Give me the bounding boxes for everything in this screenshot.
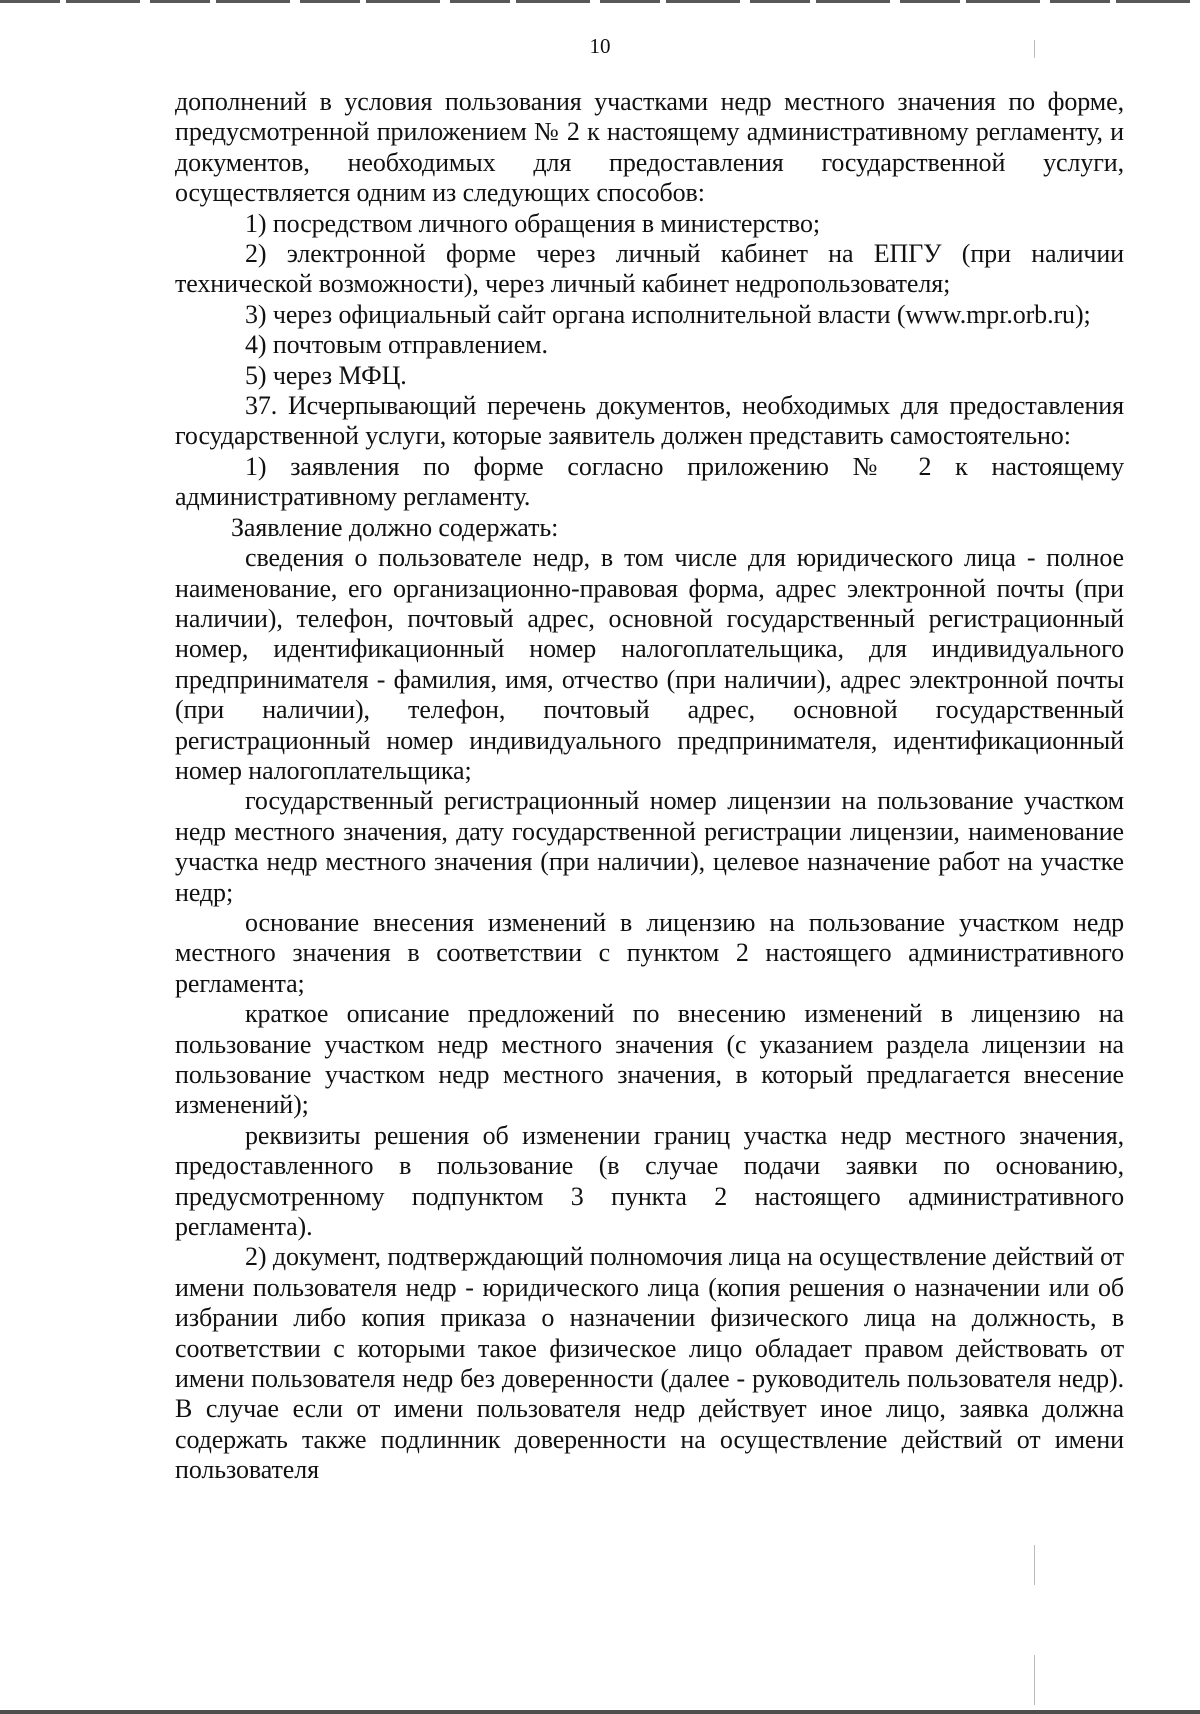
paragraph: основание внесения изменений в лицензию на пользование участком недр местного значения в соответствии с пунктом 2 настоящего административного регламента;	[175, 907, 1124, 998]
list-item: 4) почтовым отправлением.	[245, 330, 548, 360]
scan-bottom-edge	[0, 1710, 1200, 1714]
section-37-paragraph: 37. Исчерпывающий перечень документов, необходимых для предоставления государственной услуги, которые заявитель должен представить самостоятельно:	[175, 391, 1124, 451]
list-item: 3) через официальный сайт органа исполнительной власти (www.mpr.orb.ru);	[245, 299, 1091, 329]
paragraph: Заявление должно содержать:	[231, 512, 559, 542]
scan-margin-mark	[1034, 1545, 1035, 1585]
list-item: 1) посредством личного обращения в министерство;	[245, 208, 820, 238]
paragraph: реквизиты решения об изменении границ участка недр местного значения, предоставленного в пользование (в случае подачи заявки по основанию, предусмотренному подпунктом 3 пункта 2 настоящего административного регламента).	[175, 1120, 1124, 1242]
paragraph: сведения о пользователе недр, в том числе для юридического лица - полное наименование, его организационно-правовая форма, адрес электронной почты (при наличии), телефон, почтовый адрес, основной государственный регистрационный номер, идентификационный номер налогоплательщика, для индивидуального предпринимателя - фамилия, имя, отчество (при наличии), адрес электронной почты (при наличии), телефон, почтовый адрес, основной государственный регистрационный номер индивидуального предпринимателя, идентификационный номер налогоплательщика;	[175, 543, 1124, 785]
list-item: 5) через МФЦ.	[245, 360, 407, 390]
list-item: 1) заявления по форме согласно приложению № 2 к настоящему административному регламенту.	[175, 451, 1124, 512]
list-item: 2) документ, подтверждающий полномочия лица на осуществление действий от имени пользователя недр - юридического лица (копия решения о назначении или об избрании либо копия приказа о назначении физического лица на должность, в соответствии с которыми такое физическое лицо обладает правом действовать от имени пользователя недр без доверенности (далее - руководитель пользователя недр). В случае если от имени пользователя недр действует иное лицо, заявка должна содержать также подлинник доверенности на осуществление действий от имени пользователя	[175, 1242, 1124, 1485]
paragraph: краткое описание предложений по внесению изменений в лицензию на пользование участком недр местного значения (с указанием раздела лицензии на пользование участком недр местного значения, в который предлагается внесение изменений);	[175, 999, 1124, 1120]
paragraph: государственный регистрационный номер лицензии на пользование участком недр местного значения, дату государственной регистрации лицензии, наименование участка недр местного значения (при наличии), целевое назначение работ на участке недр;	[175, 786, 1124, 907]
paragraph: дополнений в условия пользования участками недр местного значения по форме, предусмотренной приложением № 2 к настоящему административному регламенту, и документов, необходимых для предоставления государственной услуги, осуществляется одним из следующих способов:	[175, 87, 1124, 208]
scan-margin-mark	[1034, 1655, 1035, 1705]
page-number: 10	[589, 34, 611, 58]
scan-top-edge	[0, 0, 1200, 3]
list-item: 2) электронной форме через личный кабинет на ЕПГУ (при наличии технической возможности), через личный кабинет недропользователя;	[175, 239, 1124, 299]
body-text	[175, 87, 1124, 1486]
